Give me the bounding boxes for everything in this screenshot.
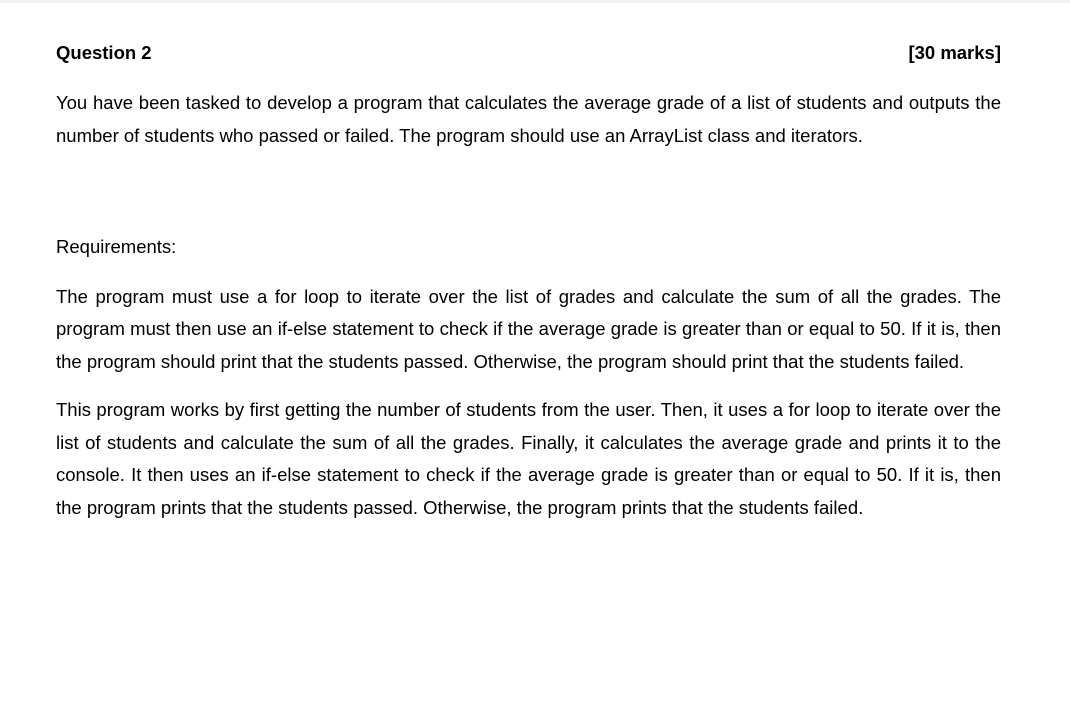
top-border — [0, 0, 1070, 3]
requirement-detail-paragraph: The program must use a for loop to iterate over the list of grades and calculate the sum of all the grades. The program must then use an if-else statement to check if the average grade is greater than or equal to 50. If it is, then the program should print that the students passed. Otherwise, the program should print that the students failed. — [56, 285, 1001, 372]
question-header — [56, 41, 1001, 65]
explanation-paragraph: This program works by first getting the number of students from the user. Then, it uses a for loop to iterate over the list of students and calculate the sum of all the grades. Finally, it calculates the average grade and prints it to the console. It then uses an if-else statement to check if the average grade is greater than or equal to 50. If it is, then the program prints that the students passed. Otherwise, the program prints that the students failed. — [56, 399, 1001, 518]
requirements-heading: Requirements: — [56, 236, 177, 257]
question-marks: [30 marks] — [908, 42, 1001, 63]
document-page — [56, 41, 1001, 524]
question-title: Question 2 — [56, 42, 152, 63]
intro-paragraph: You have been tasked to develop a program that calculates the average grade of a list of students and outputs the number of students who passed or failed. The program should use an ArrayList class and iterators. — [56, 92, 1001, 146]
